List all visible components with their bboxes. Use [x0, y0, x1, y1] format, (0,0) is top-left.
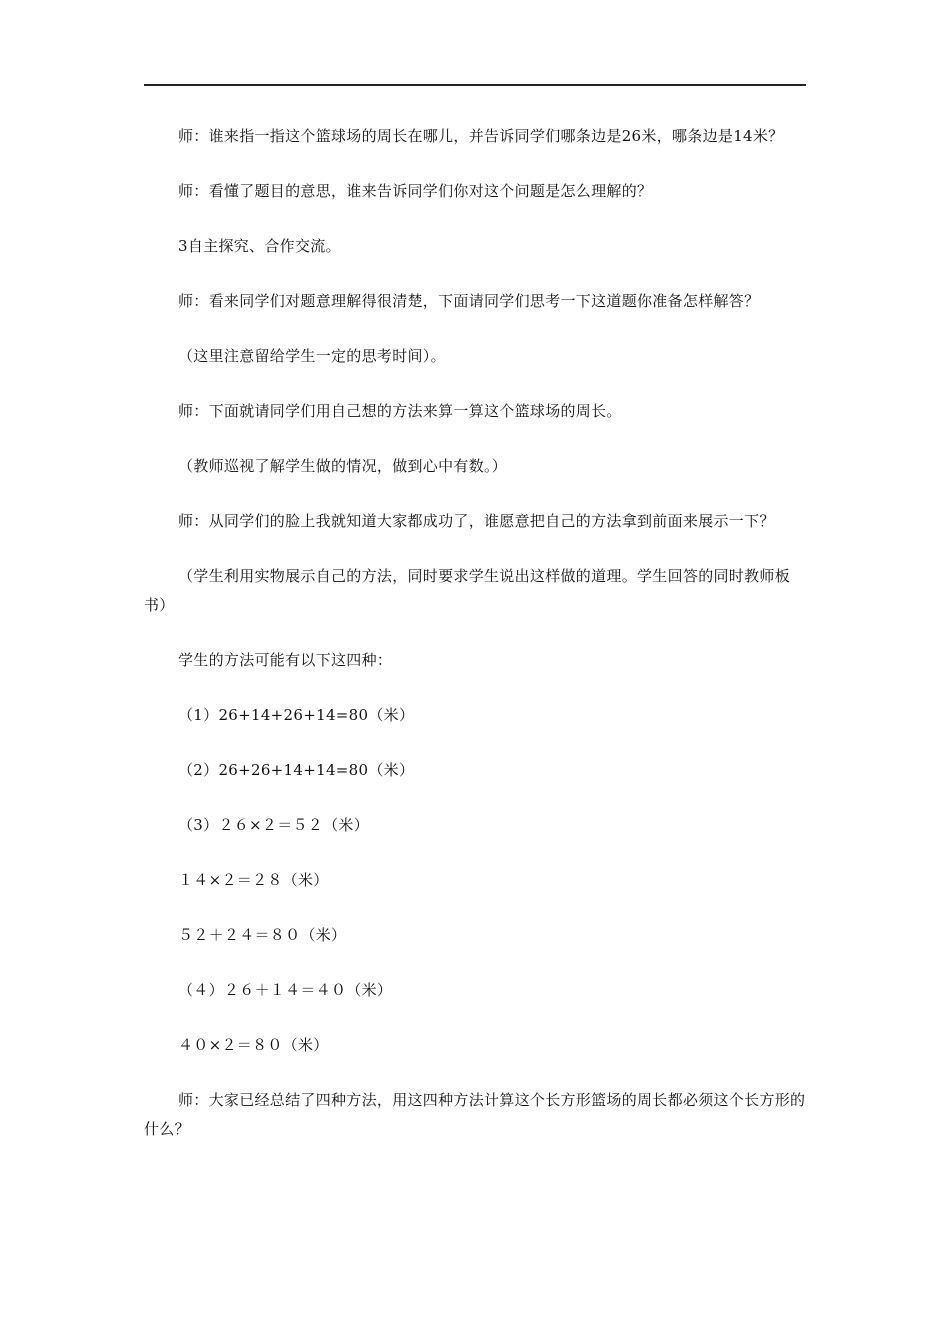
formula-method-3-line-2: １４×２＝２８（米）: [178, 871, 329, 889]
paragraph-teacher-understanding: 师：看懂了题目的意思，谁来告诉同学们你对这个问题是怎么理解的？: [178, 182, 653, 200]
formula-method-2: （2）26+26+14+14=80（米）: [178, 761, 415, 779]
formula-method-4-line-2: ４０×２＝８０（米）: [178, 1036, 329, 1054]
paragraph-teacher-think: 师：看来同学们对题意理解得很清楚，下面请同学们思考一下这道题你准备怎样解答？: [178, 292, 760, 310]
formula-method-3-line-1: （3）２６×２＝５２（米）: [178, 816, 370, 834]
paragraph-teacher-calculate: 师：下面就请同学们用自己想的方法来算一算这个篮球场的周长。: [178, 402, 622, 420]
paragraph-note-teacher-patrol: （教师巡视了解学生做的情况，做到心中有数。）: [178, 457, 508, 475]
paragraph-note-student-display: （学生利用实物展示自己的方法，同时要求学生说出这样做的道理。学生回答的同时教师板书）: [144, 567, 791, 614]
paragraph-teacher-summary: 师：大家已经总结了四种方法，用这四种方法计算这个长方形篮场的周长都必须这个长方形的什么？: [144, 1091, 806, 1138]
formula-method-4-line-1: （４）２６＋１４＝４０（米）: [178, 981, 393, 999]
paragraph-note-thinking-time: （这里注意留给学生一定的思考时间）。: [178, 347, 446, 365]
header-rule: [144, 84, 806, 86]
paragraph-teacher-show-method: 师：从同学们的脸上我就知道大家都成功了，谁愿意把自己的方法拿到前面来展示一下？: [178, 512, 775, 530]
paragraph-methods-intro: 学生的方法可能有以下这四种：: [178, 651, 393, 669]
paragraph-teacher-question-perimeter: 师：谁来指一指这个篮球场的周长在哪儿，并告诉同学们哪条边是26米，哪条边是14米？: [178, 127, 784, 145]
paragraph-section-heading: 3自主探究、合作交流。: [178, 237, 341, 255]
document-body: [144, 122, 806, 1170]
formula-method-3-line-3: ５２＋２４＝８０（米）: [178, 926, 347, 944]
formula-method-1: （1）26+14+26+14=80（米）: [178, 706, 415, 724]
